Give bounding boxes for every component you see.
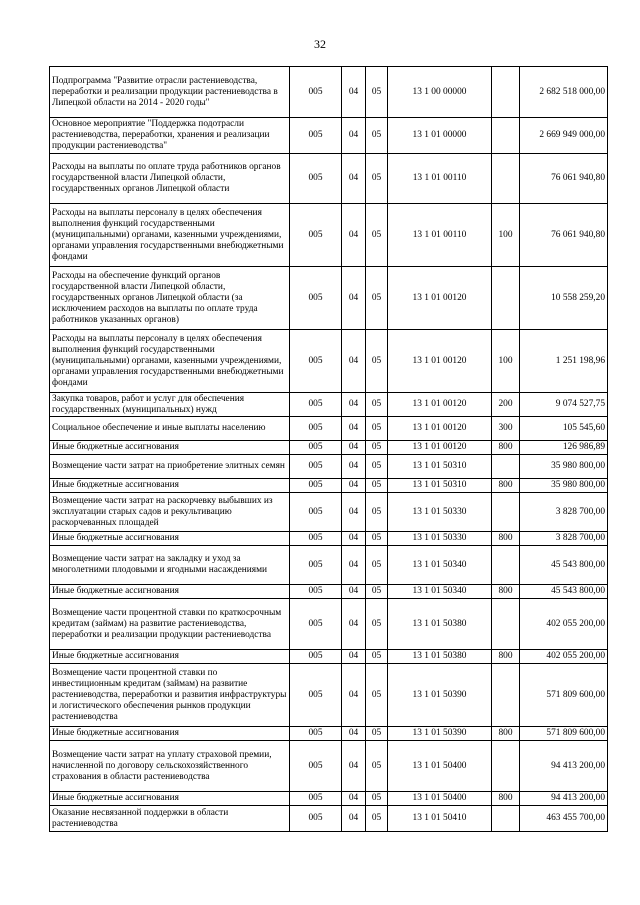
row-ministry: 005 [290, 479, 342, 493]
row-section: 04 [342, 479, 366, 493]
row-section: 04 [342, 118, 366, 154]
row-amount: 402 055 200,00 [520, 650, 608, 664]
row-target: 13 1 01 50410 [388, 806, 492, 832]
row-ministry: 005 [290, 546, 342, 585]
row-target: 13 1 01 50330 [388, 493, 492, 532]
row-name: Расходы на выплаты персоналу в целях обеспечения выполнения функций государственными (муниципальными) органами, казенными учреждениями, органами управления государственными внебюджетными фондами [50, 204, 290, 267]
row-name: Подпрограмма "Развитие отрасли растениеводства, переработки и реализации продукции растениеводства в Липецкой области на 2014 - 2020 годы" [50, 67, 290, 118]
table-row [50, 455, 608, 479]
row-amount: 35 980 800,00 [520, 479, 608, 493]
row-section: 04 [342, 493, 366, 532]
row-name: Расходы на выплаты персоналу в целях обеспечения выполнения функций государственными (муниципальными) органами, казенными учреждениями, органами управления государственными внебюджетными фондами [50, 330, 290, 393]
row-name: Иные бюджетные ассигнования [50, 479, 290, 493]
table-row [50, 67, 608, 118]
table-row [50, 154, 608, 204]
row-expense-type: 100 [492, 330, 520, 393]
row-section: 04 [342, 393, 366, 417]
row-ministry: 005 [290, 585, 342, 599]
row-subsection: 05 [366, 118, 388, 154]
row-amount: 571 809 600,00 [520, 664, 608, 727]
row-section: 04 [342, 330, 366, 393]
row-subsection: 05 [366, 154, 388, 204]
row-target: 13 1 01 50310 [388, 455, 492, 479]
row-subsection: 05 [366, 393, 388, 417]
row-ministry: 005 [290, 493, 342, 532]
row-target: 13 1 01 50330 [388, 532, 492, 546]
table-row [50, 806, 608, 832]
row-target: 13 1 01 50390 [388, 727, 492, 741]
row-target: 13 1 01 50390 [388, 664, 492, 727]
row-subsection: 05 [366, 479, 388, 493]
row-name: Возмещение части затрат на приобретение элитных семян [50, 455, 290, 479]
row-target: 13 1 01 50340 [388, 546, 492, 585]
row-name: Возмещение части процентной ставки по инвестиционным кредитам (займам) на развитие растениеводства, переработки и развития инфраструктуры и логистического обеспечения рынков продукции растениеводства [50, 664, 290, 727]
row-expense-type: 800 [492, 585, 520, 599]
row-ministry: 005 [290, 417, 342, 441]
table-row [50, 664, 608, 727]
row-amount: 9 074 527,75 [520, 393, 608, 417]
row-section: 04 [342, 650, 366, 664]
row-section: 04 [342, 532, 366, 546]
row-subsection: 05 [366, 741, 388, 792]
row-expense-type [492, 455, 520, 479]
row-amount: 3 828 700,00 [520, 493, 608, 532]
row-amount: 126 986,89 [520, 441, 608, 455]
row-ministry: 005 [290, 67, 342, 118]
row-amount: 94 413 200,00 [520, 741, 608, 792]
row-target: 13 1 01 00120 [388, 441, 492, 455]
row-subsection: 05 [366, 330, 388, 393]
table-row [50, 741, 608, 792]
row-expense-type: 800 [492, 727, 520, 741]
row-subsection: 05 [366, 455, 388, 479]
row-subsection: 05 [366, 727, 388, 741]
row-ministry: 005 [290, 455, 342, 479]
row-expense-type [492, 67, 520, 118]
table-row [50, 417, 608, 441]
row-target: 13 1 01 50340 [388, 585, 492, 599]
row-expense-type: 800 [492, 479, 520, 493]
row-section: 04 [342, 417, 366, 441]
row-expense-type [492, 599, 520, 650]
row-amount: 94 413 200,00 [520, 792, 608, 806]
row-subsection: 05 [366, 664, 388, 727]
table-row [50, 546, 608, 585]
row-subsection: 05 [366, 806, 388, 832]
table-row [50, 267, 608, 330]
row-amount: 463 455 700,00 [520, 806, 608, 832]
row-target: 13 1 01 00110 [388, 154, 492, 204]
row-amount: 2 682 518 000,00 [520, 67, 608, 118]
row-name: Возмещение части затрат на раскорчевку выбывших из эксплуатации старых садов и рекультивацию раскорчеванных площадей [50, 493, 290, 532]
table-row [50, 599, 608, 650]
table-row [50, 650, 608, 664]
row-name: Основное мероприятие "Поддержка подотрасли растениеводства, переработки, хранения и реализации продукции растениеводства" [50, 118, 290, 154]
row-section: 04 [342, 727, 366, 741]
row-amount: 2 669 949 000,00 [520, 118, 608, 154]
row-subsection: 05 [366, 650, 388, 664]
row-name: Расходы на выплаты по оплате труда работников органов государственной власти Липецкой области, государственных органов Липецкой области [50, 154, 290, 204]
row-section: 04 [342, 455, 366, 479]
table-row [50, 727, 608, 741]
row-target: 13 1 01 50400 [388, 792, 492, 806]
row-amount: 1 251 198,96 [520, 330, 608, 393]
row-target: 13 1 00 00000 [388, 67, 492, 118]
row-expense-type [492, 741, 520, 792]
table-row [50, 393, 608, 417]
row-name: Возмещение части процентной ставки по краткосрочным кредитам (займам) на развитие растениеводства, переработки и реализации продукции растениеводства [50, 599, 290, 650]
row-name: Возмещение части затрат на закладку и уход за многолетними плодовыми и ягодными насаждениями [50, 546, 290, 585]
row-ministry: 005 [290, 792, 342, 806]
row-section: 04 [342, 267, 366, 330]
table-row [50, 792, 608, 806]
row-ministry: 005 [290, 664, 342, 727]
row-subsection: 05 [366, 493, 388, 532]
row-name: Социальное обеспечение и иные выплаты населению [50, 417, 290, 441]
row-expense-type [492, 118, 520, 154]
row-expense-type [492, 806, 520, 832]
row-name: Иные бюджетные ассигнования [50, 792, 290, 806]
row-section: 04 [342, 792, 366, 806]
row-amount: 76 061 940,80 [520, 154, 608, 204]
row-expense-type [492, 267, 520, 330]
row-ministry: 005 [290, 650, 342, 664]
row-name: Иные бюджетные ассигнования [50, 585, 290, 599]
row-section: 04 [342, 546, 366, 585]
row-ministry: 005 [290, 599, 342, 650]
row-subsection: 05 [366, 417, 388, 441]
row-amount: 3 828 700,00 [520, 532, 608, 546]
row-ministry: 005 [290, 806, 342, 832]
row-target: 13 1 01 50380 [388, 599, 492, 650]
row-expense-type: 800 [492, 650, 520, 664]
row-expense-type [492, 154, 520, 204]
row-amount: 105 545,60 [520, 417, 608, 441]
row-target: 13 1 01 00000 [388, 118, 492, 154]
row-target: 13 1 01 50380 [388, 650, 492, 664]
row-ministry: 005 [290, 441, 342, 455]
row-section: 04 [342, 599, 366, 650]
page-number: 32 [314, 37, 326, 51]
table-row [50, 204, 608, 267]
row-amount: 10 558 259,20 [520, 267, 608, 330]
table-row [50, 532, 608, 546]
row-name: Оказание несвязанной поддержки в области растениеводства [50, 806, 290, 832]
row-expense-type [492, 493, 520, 532]
row-amount: 45 543 800,00 [520, 585, 608, 599]
row-subsection: 05 [366, 67, 388, 118]
row-subsection: 05 [366, 267, 388, 330]
table-row [50, 493, 608, 532]
row-amount: 35 980 800,00 [520, 455, 608, 479]
row-target: 13 1 01 00110 [388, 204, 492, 267]
row-target: 13 1 01 00120 [388, 330, 492, 393]
row-ministry: 005 [290, 727, 342, 741]
budget-table [49, 66, 608, 832]
row-target: 13 1 01 00120 [388, 393, 492, 417]
row-subsection: 05 [366, 532, 388, 546]
row-name: Закупка товаров, работ и услуг для обеспечения государственных (муниципальных) нужд [50, 393, 290, 417]
row-amount: 76 061 940,80 [520, 204, 608, 267]
row-amount: 402 055 200,00 [520, 599, 608, 650]
row-section: 04 [342, 585, 366, 599]
row-name: Иные бюджетные ассигнования [50, 650, 290, 664]
row-expense-type: 800 [492, 441, 520, 455]
row-section: 04 [342, 441, 366, 455]
row-subsection: 05 [366, 204, 388, 267]
row-subsection: 05 [366, 441, 388, 455]
row-name: Расходы на обеспечение функций органов государственной власти Липецкой области, государственных органов Липецкой области (за исключением расходов на выплаты по оплате труда работников указанных органов) [50, 267, 290, 330]
row-expense-type: 800 [492, 532, 520, 546]
row-section: 04 [342, 806, 366, 832]
row-section: 04 [342, 67, 366, 118]
row-section: 04 [342, 664, 366, 727]
row-expense-type: 200 [492, 393, 520, 417]
row-expense-type: 300 [492, 417, 520, 441]
table-row [50, 118, 608, 154]
row-expense-type: 800 [492, 792, 520, 806]
row-section: 04 [342, 154, 366, 204]
row-ministry: 005 [290, 393, 342, 417]
table-row [50, 479, 608, 493]
table-row [50, 441, 608, 455]
row-ministry: 005 [290, 154, 342, 204]
row-expense-type [492, 546, 520, 585]
table-row [50, 585, 608, 599]
table-row [50, 330, 608, 393]
row-name: Иные бюджетные ассигнования [50, 727, 290, 741]
row-target: 13 1 01 50310 [388, 479, 492, 493]
row-target: 13 1 01 50400 [388, 741, 492, 792]
row-ministry: 005 [290, 330, 342, 393]
row-expense-type: 100 [492, 204, 520, 267]
row-ministry: 005 [290, 267, 342, 330]
row-amount: 45 543 800,00 [520, 546, 608, 585]
row-subsection: 05 [366, 599, 388, 650]
row-ministry: 005 [290, 118, 342, 154]
row-ministry: 005 [290, 532, 342, 546]
row-ministry: 005 [290, 741, 342, 792]
row-subsection: 05 [366, 585, 388, 599]
row-name: Иные бюджетные ассигнования [50, 532, 290, 546]
row-subsection: 05 [366, 792, 388, 806]
row-expense-type [492, 664, 520, 727]
row-target: 13 1 01 00120 [388, 267, 492, 330]
row-amount: 571 809 600,00 [520, 727, 608, 741]
row-section: 04 [342, 204, 366, 267]
row-name: Возмещение части затрат на уплату страховой премии, начисленной по договору сельскохозяйственного страхования в области растениеводства [50, 741, 290, 792]
row-ministry: 005 [290, 204, 342, 267]
row-section: 04 [342, 741, 366, 792]
row-subsection: 05 [366, 546, 388, 585]
row-name: Иные бюджетные ассигнования [50, 441, 290, 455]
row-target: 13 1 01 00120 [388, 417, 492, 441]
